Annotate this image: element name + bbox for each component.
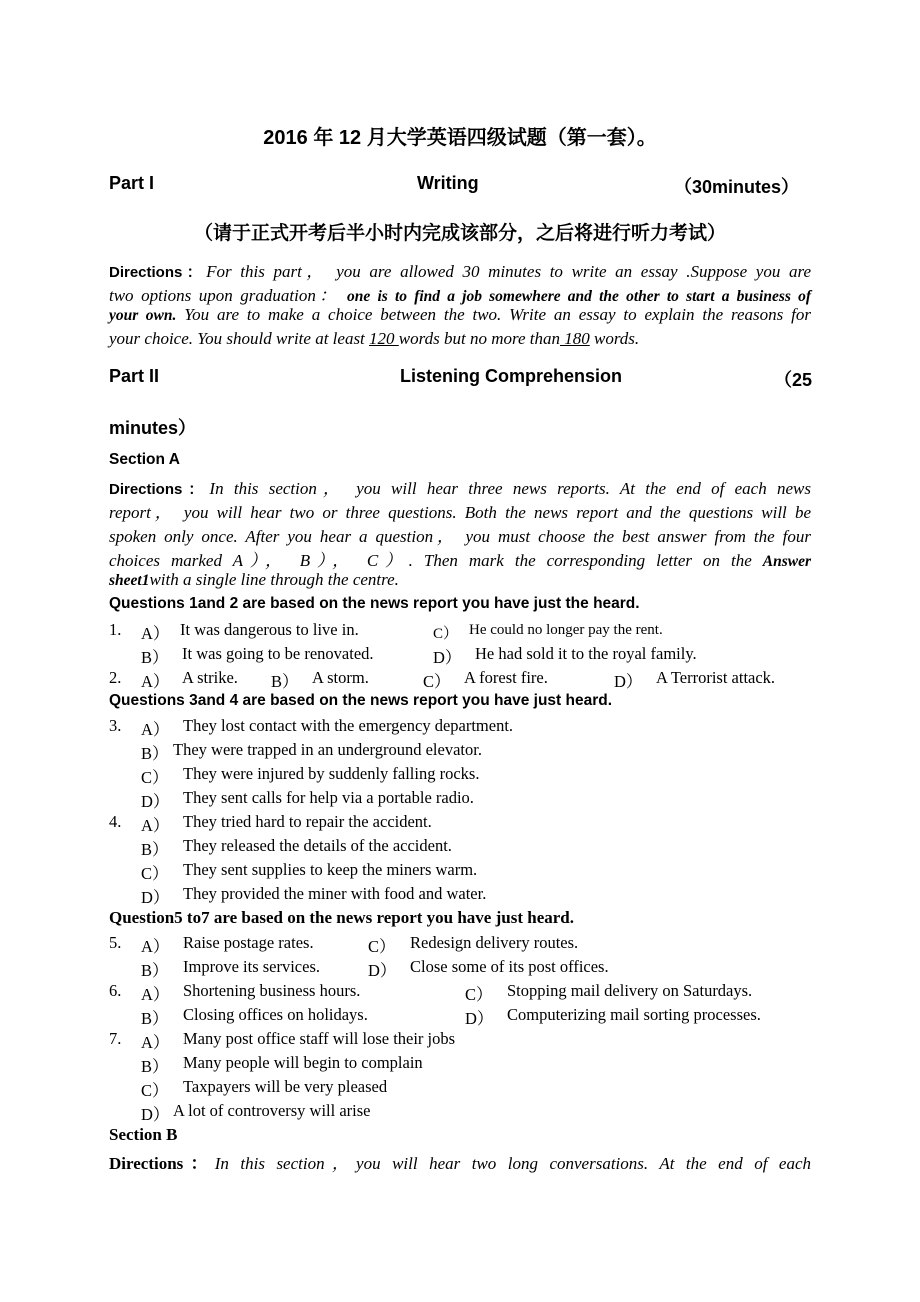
option-label: C）	[465, 985, 493, 1004]
sectionA-directions-line3: spoken only once. After you hear a question， you must choose the best answer from the four	[109, 527, 811, 546]
directions-label: Directions：	[109, 264, 207, 281]
option-label: D）	[141, 1105, 170, 1124]
option-text: They lost contact with the emergency department.	[183, 716, 514, 735]
option-label: A）	[141, 816, 170, 835]
option-text: He had sold it to the royal family.	[475, 644, 697, 663]
part2-time-cont: minutes）	[109, 418, 197, 438]
page-title: 2016 年 12 月大学英语四级试题（第一套）。	[263, 127, 657, 149]
question-number: 3.	[109, 716, 122, 735]
option-label: A）	[141, 937, 170, 956]
option-label: D）	[433, 648, 462, 667]
part1-note: （请于正式开考后半小时内完成该部分，之后将进行听力考试）	[193, 223, 726, 244]
option-label: C）	[141, 864, 169, 883]
question-number: 7.	[109, 1029, 122, 1048]
sectionA-label: Section A	[109, 451, 180, 468]
option-label: D）	[465, 1009, 494, 1028]
option-label: D）	[368, 961, 397, 980]
question-number: 4.	[109, 812, 122, 831]
sectionA-directions-line4: choices marked A）， B）， C）. Then mark the corresponding letter on the Answer	[109, 551, 811, 570]
option-text: Stopping mail delivery on Saturdays.	[507, 981, 753, 1000]
option-label: A）	[141, 624, 170, 643]
option-text: A storm.	[312, 668, 369, 687]
part2-name: Listening Comprehension	[400, 366, 623, 386]
option-text: They sent supplies to keep the miners warm.	[183, 860, 478, 879]
option-label: B）	[141, 961, 169, 980]
option-label: D）	[141, 792, 170, 811]
min-word-count: 120	[369, 329, 399, 348]
option-text: They were injured by suddenly falling rocks.	[183, 764, 480, 783]
option-label: C）	[423, 672, 451, 691]
option-text: He could no longer pay the rent.	[469, 622, 663, 638]
option-text: A Terrorist attack.	[656, 668, 776, 687]
part1-directions-line1	[109, 257, 811, 282]
option-text: Many people will begin to complain	[183, 1053, 423, 1072]
option-text: They provided the miner with food and water.	[183, 884, 487, 903]
part1-directions-line3	[109, 305, 811, 325]
part2-label: Part II	[109, 366, 160, 386]
directions-text: two options upon graduation：	[109, 286, 340, 305]
option-label: B）	[141, 648, 169, 667]
question-number: 6.	[109, 981, 122, 1000]
option-text: They tried hard to repair the accident.	[183, 812, 432, 831]
option-text: Improve its services.	[183, 957, 321, 976]
option-text: Raise postage rates.	[183, 933, 314, 952]
sectionA-directions-line1: Directions：In this section， you will hear three news reports. At the end of each news	[109, 479, 811, 498]
question-number: 1.	[109, 620, 122, 639]
option-label: B）	[141, 1057, 169, 1076]
part1-name: Writing	[417, 173, 479, 193]
option-text: A forest fire.	[464, 668, 548, 687]
option-text: Shortening business hours.	[183, 981, 361, 1000]
option-text: Computerizing mail sorting processes.	[507, 1005, 761, 1024]
option-label: B）	[271, 672, 299, 691]
directions-text: For this part， you are allowed 30 minutes to write an essay .Suppose you are	[206, 262, 812, 281]
question-number: 5.	[109, 933, 122, 952]
part1-directions-line4: your choice. You should write at least 120 words but no more than 180 words.	[109, 329, 640, 348]
option-text: Redesign delivery routes.	[410, 933, 579, 952]
option-label: B）	[141, 1009, 169, 1028]
option-text: Close some of its post offices.	[410, 957, 609, 976]
option-label: C）	[368, 937, 396, 956]
option-text: It was going to be renovated.	[182, 644, 374, 663]
directions-emphasis: one is to find a job somewhere and the other to start a business of	[347, 288, 811, 305]
part2-time: （25	[774, 370, 813, 390]
question-number: 2.	[109, 668, 122, 687]
option-label: A）	[141, 1033, 170, 1052]
sectionA-directions-line5: sheet1with a single line through the centre.	[109, 570, 399, 589]
option-label: B）	[141, 744, 169, 763]
part1-time: （30minutes）	[674, 177, 800, 197]
part1-directions-line2	[109, 281, 811, 306]
option-text: A lot of controversy will arise	[173, 1101, 371, 1120]
option-text: They released the details of the accident.	[183, 836, 452, 855]
option-text: A strike.	[182, 668, 238, 687]
option-label: C）	[433, 626, 459, 642]
option-text: Closing offices on holidays.	[183, 1005, 368, 1024]
sectionA-directions-line2: report， you will hear two or three questions. Both the news report and the questions will be	[109, 503, 811, 522]
part1-label: Part I	[109, 173, 155, 193]
option-label: B）	[141, 840, 169, 859]
option-label: A）	[141, 985, 170, 1004]
option-text: It was dangerous to live in.	[180, 620, 359, 639]
option-label: D）	[141, 888, 170, 907]
option-text: They sent calls for help via a portable radio.	[183, 788, 474, 807]
max-word-count: 180	[559, 329, 590, 348]
option-label: A）	[141, 720, 170, 739]
sectionB-directions-line1: Directions：In this section，you will hear two long conversations. At the end of each	[109, 1154, 811, 1173]
option-text: Many post office staff will lose their jobs	[183, 1029, 456, 1048]
option-label: C）	[141, 1081, 169, 1100]
option-text: They were trapped in an underground elevator.	[173, 740, 482, 759]
directions-text: You are to make a choice between the two. Write an essay to explain the reasons for	[176, 305, 811, 324]
directions-emphasis: your own.	[109, 307, 177, 324]
option-label: C）	[141, 768, 169, 787]
sectionB-label: Section B	[109, 1125, 178, 1144]
question-group-heading: Questions 3and 4 are based on the news report you have just heard.	[109, 692, 613, 709]
option-label: A）	[141, 672, 170, 691]
option-text: Taxpayers will be very pleased	[183, 1077, 388, 1096]
question-group-heading: Questions 1and 2 are based on the news report you have just the heard.	[109, 595, 640, 612]
option-label: D）	[614, 672, 643, 691]
question-group-heading: Question5 to7 are based on the news report you have just heard.	[109, 908, 574, 927]
